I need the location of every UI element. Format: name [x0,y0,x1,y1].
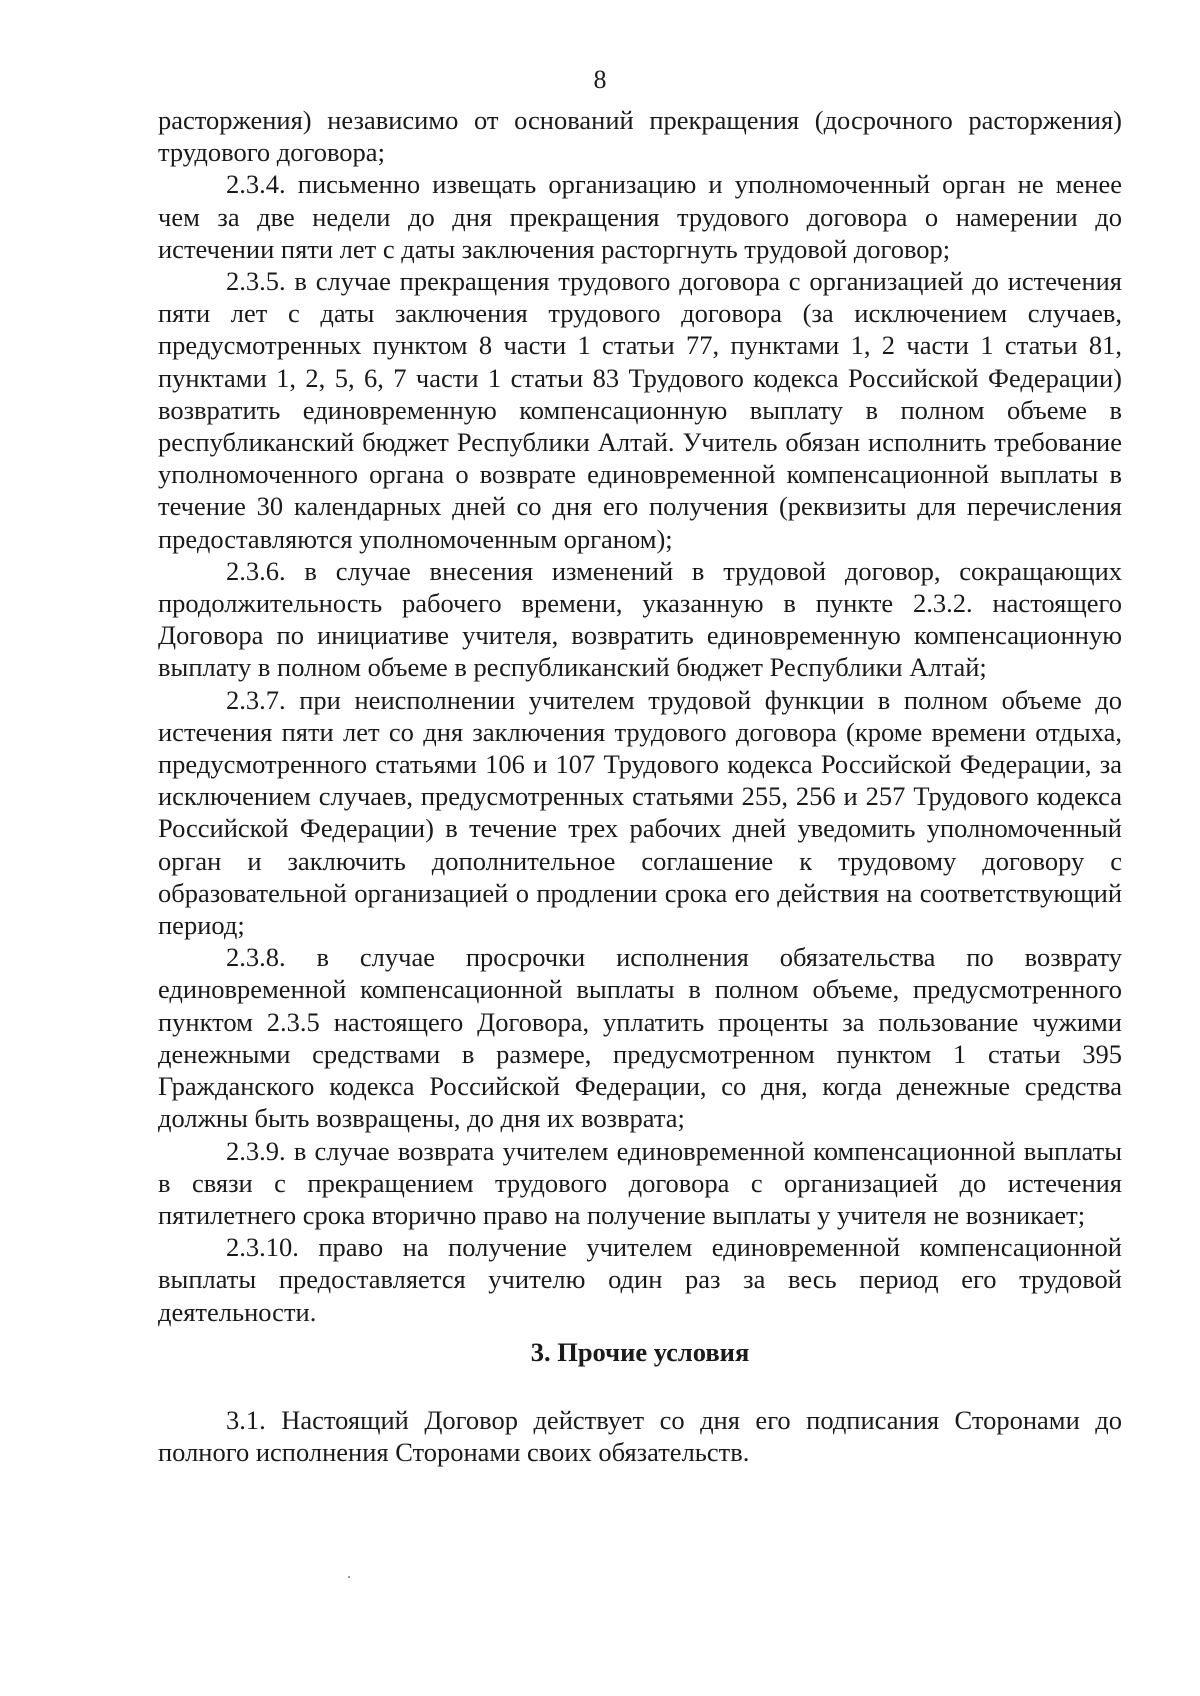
paragraph-2-3-7: 2.3.7. при неисполнении учителем трудовой функции в полном объеме до истечения пяти лет со дня заключения трудового договора (кроме времени отдыха, предусмотренного статьями 106 и 107 Трудового кодекса Российской Федерации, за исключением случаев, предусмотренных статьями 255, 256 и 257 Трудового кодекса Российской Федерации) в течение трех рабочих дней уведомить уполномоченный орган и заключить дополнительное соглашение к трудовому договору с образовательной организацией о продлении срока его действия на соответствующий период; [158,684,1122,941]
paragraph-continued: расторжения) независимо от оснований прекращения (досрочного расторжения) трудового договора; [158,105,1122,168]
paragraph-2-3-8: 2.3.8. в случае просрочки исполнения обязательства по возврату единовременной компенсационной выплаты в полном объеме, предусмотренного пунктом 2.3.5 настоящего Договора, уплатить проценты за пользование чужими денежными средствами в размере, предусмотренном пунктом 1 статьи 395 Гражданского кодекса Российской Федерации, со дня, когда денежные средства должны быть возвращены, до дня их возврата; [158,942,1122,1134]
page-number: 8 [593,65,607,94]
paragraph-3-1: 3.1. Настоящий Договор действует со дня его подписания Сторонами до полного исполнения Сторонами своих обязательств. [158,1404,1122,1468]
paragraph-2-3-5: 2.3.5. в случае прекращения трудового договора с организацией до истечения пяти лет с даты заключения трудового договора (за исключением случаев, предусмотренных пунктом 8 части 1 статьи 77, пунктами 1, 2 части 1 статьи 81, пунктами 1, 2, 5, 6, 7 части 1 статьи 83 Трудового кодекса Российской Федерации) возвратить единовременную компенсационную выплату в полном объеме в республиканский бюджет Республики Алтай. Учитель обязан исполнить требование уполномоченного органа о возврате единовременной компенсационной выплаты в течение 30 календарных дней со дня его получения (реквизиты для перечисления предоставляются уполномоченным органом); [158,266,1122,554]
scan-speck [348,1576,350,1578]
paragraph-2-3-4: 2.3.4. письменно извещать организацию и уполномоченный орган не менее чем за две недели до дня прекращения трудового договора о намерении до истечении пяти лет с даты заключения расторгнуть трудовой договор; [158,169,1122,264]
paragraph-2-3-9: 2.3.9. в случае возврата учителем единовременной компенсационной выплаты в связи с прекращением трудового договора с организацией до истечения пятилетнего срока вторично право на получение выплаты у учителя не возникает; [158,1135,1122,1230]
paragraph-2-3-6: 2.3.6. в случае внесения изменений в трудовой договор, сокращающих продолжительность рабочего времени, указанную в пункте 2.3.2. настоящего Договора по инициативе учителя, возвратить единовременную компенсационную выплату в полном объеме в республиканский бюджет Республики Алтай; [158,555,1122,683]
section-3-heading: 3. Прочие условия [530,1336,750,1367]
paragraph-2-3-10: 2.3.10. право на получение учителем единовременной компенсационной выплаты предоставляется учителю один раз за весь период его трудовой деятельности. [158,1232,1122,1327]
document-body [158,104,1122,1468]
